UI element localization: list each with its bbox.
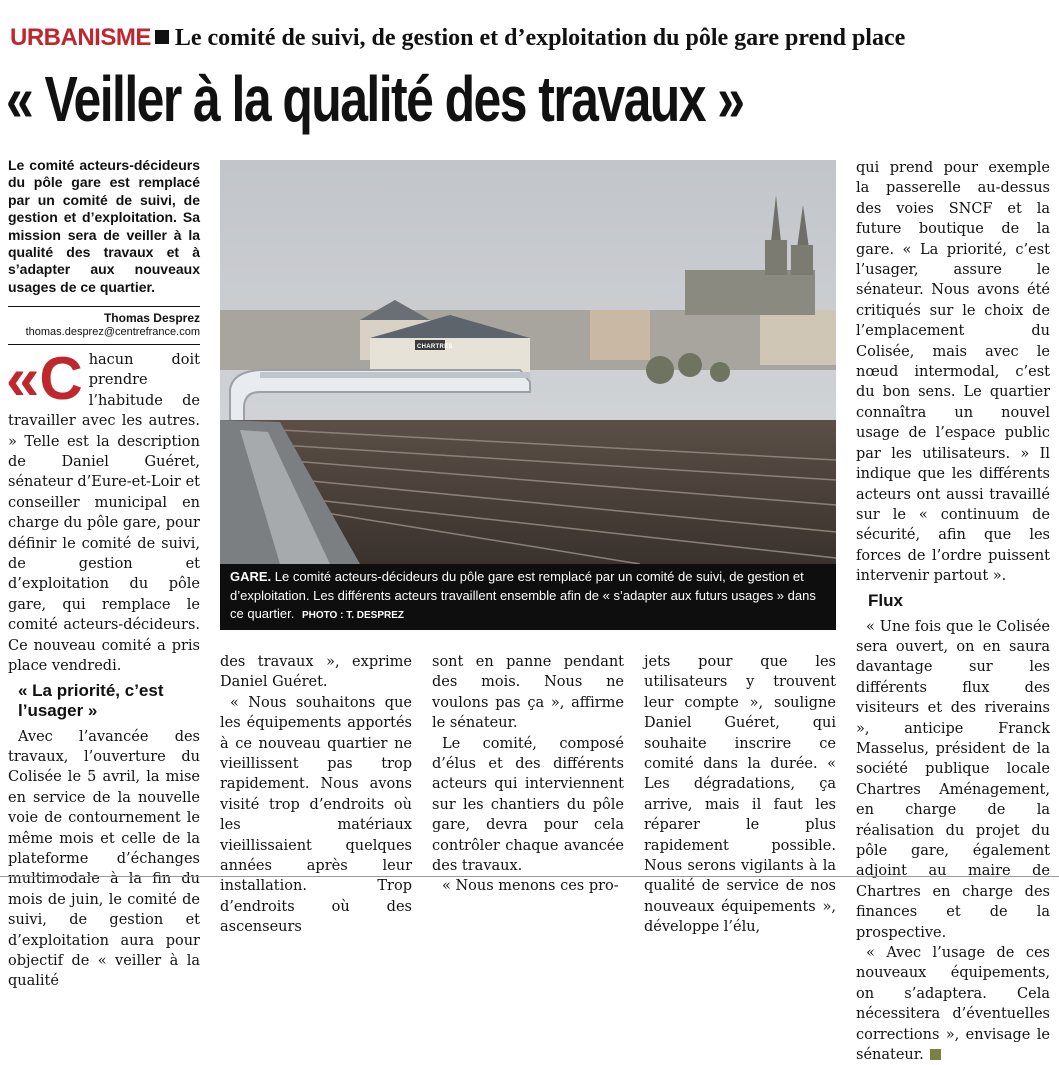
overline-text: Le comité de suivi, de gestion et d’exploitation du pôle gare prend place [174, 25, 906, 51]
subhead-priorite: « La priorité, c’est l’usager » [18, 680, 164, 720]
article-photo [220, 160, 836, 564]
byline-author: Thomas Desprez [103, 311, 200, 325]
subhead-flux: Flux [868, 590, 903, 610]
paragraph: « Une fois que le Colisée sera ouvert, on en saura davantage sur les différents flux des visiteurs et des riverains », anticipe Franck Masselus, président de la société publique locale Chartres Aménagement, en charge de la réalisation du projet du pôle gare, également adjoint au maire de Chartres en charge des finances et de la prospective. [856, 618, 1050, 941]
end-mark-icon [930, 1049, 941, 1060]
article-column-2 [220, 652, 412, 938]
lead-paragraph: «Chacun doit prendre l’habitude de travailler avec les autres. » Telle est la description de Daniel Guéret, sénateur d’Eure-et-Loir et conseiller municipal en charge du pôle gare, pour définir le comité de suivi, de gestion et d’exploitation du pôle gare, qui remplace le comité acteurs-décideurs. Ce nouveau comité a pris place vendredi. [6, 345, 200, 675]
photo-credit: PHOTO : T. DESPREZ [301, 610, 405, 622]
paragraph: sont en panne pendant des mois. Nous ne voulons pas ça », affirme le sénateur. [432, 654, 624, 732]
byline [8, 306, 200, 339]
article-column-4 [644, 652, 836, 938]
station-sign: CHARTRES [417, 344, 453, 350]
caption-text: Le comité acteurs-décideurs du pôle gare est remplacé par un comité de suivi, de gestion et d’exploitation. Les différents acteurs travaillent ensemble afin de « s’adapter aux futurs usages » dans ce quartier. [230, 569, 816, 622]
overline [10, 24, 905, 52]
paragraph: jets pour que les utilisateurs y trouvent leur compte », souligne Daniel Guéret, qui souhaite inscrire ce comité dans la durée. « Les dégradations, ça arrive, mais il faut les réparer le plus rapidement possible. Nous serons vigilants à la qualité de service de nos nouveaux équipements », développe l’élu, [644, 654, 836, 936]
paragraph: Avec l’avancée des travaux, l’ouverture du Colisée le 5 avril, la mise en service de la nouvelle voie de contournement le même mois et celle de la plateforme d’échanges multimodale à la fin du mois de juin, le comité de suivi, de gestion et d’exploitation aura pour objectif de « veiller à la qualité [8, 728, 200, 990]
article-column-5 [856, 158, 1050, 1065]
chapo: Le comité acteurs-décideurs du pôle gare est remplacé par un comité de suivi, de gestion et d’exploitation. Sa mission sera de veiller à la qualité des travaux et à s’adapter aux nouveaux usages de ce quartier. [8, 157, 200, 295]
section-kicker: URBANISME [10, 24, 151, 51]
byline-email: thomas.desprez@centrefrance.com [25, 326, 200, 338]
drop-cap: «C [6, 345, 83, 412]
paragraph: « Nous souhaitons que les équipements apportés à ce nouveau quartier ne vieillissent pas trop rapidement. Nous avons visité trop d’endroits où les matériaux vieillissaient quelques années après leur installation. Trop d’endroits où des ascenseurs [220, 694, 412, 936]
article-column-1 [6, 345, 200, 992]
photo-caption [220, 564, 836, 630]
paragraph: « Avec l’usage de ces nouveaux équipements, on s’adaptera. Cela nécessitera d’éventuelles corrections », envisage le sénateur. [856, 945, 1050, 1064]
page-bottom-rule [0, 876, 1059, 877]
paragraph: qui prend pour exemple la passerelle au-dessus des voies SNCF et la future boutique de la gare. « La priorité, c’est l’usager, assure le sénateur. Nous avons été critiqués sur le choix de l’emplacement du Colisée, mais avec le nœud intermodal, c’est du bon sens. Le quartier connaîtra un nouvel usage de l’espace public par les utilisateurs. » Il indique que les différents acteurs ont aussi travaillé sur le « continuum de sécurité, afin que les forces de l’ordre puissent intervenir partout ». [856, 160, 1050, 585]
paragraph: des travaux », exprime Daniel Guéret. [220, 654, 412, 691]
paragraph: « Nous menons ces pro- [442, 878, 619, 895]
caption-label: GARE. [230, 569, 272, 584]
station-photo-illustration [220, 160, 836, 564]
article-column-3 [432, 652, 624, 897]
paragraph: Le comité, composé d’élus et des différents acteurs qui interviennent sur les chantiers du pôle gare, devra pour cela contrôler chaque avancée des travaux. [432, 735, 624, 875]
square-bullet-icon [155, 30, 169, 44]
headline: « Veiller à la qualité des travaux » [6, 63, 744, 135]
